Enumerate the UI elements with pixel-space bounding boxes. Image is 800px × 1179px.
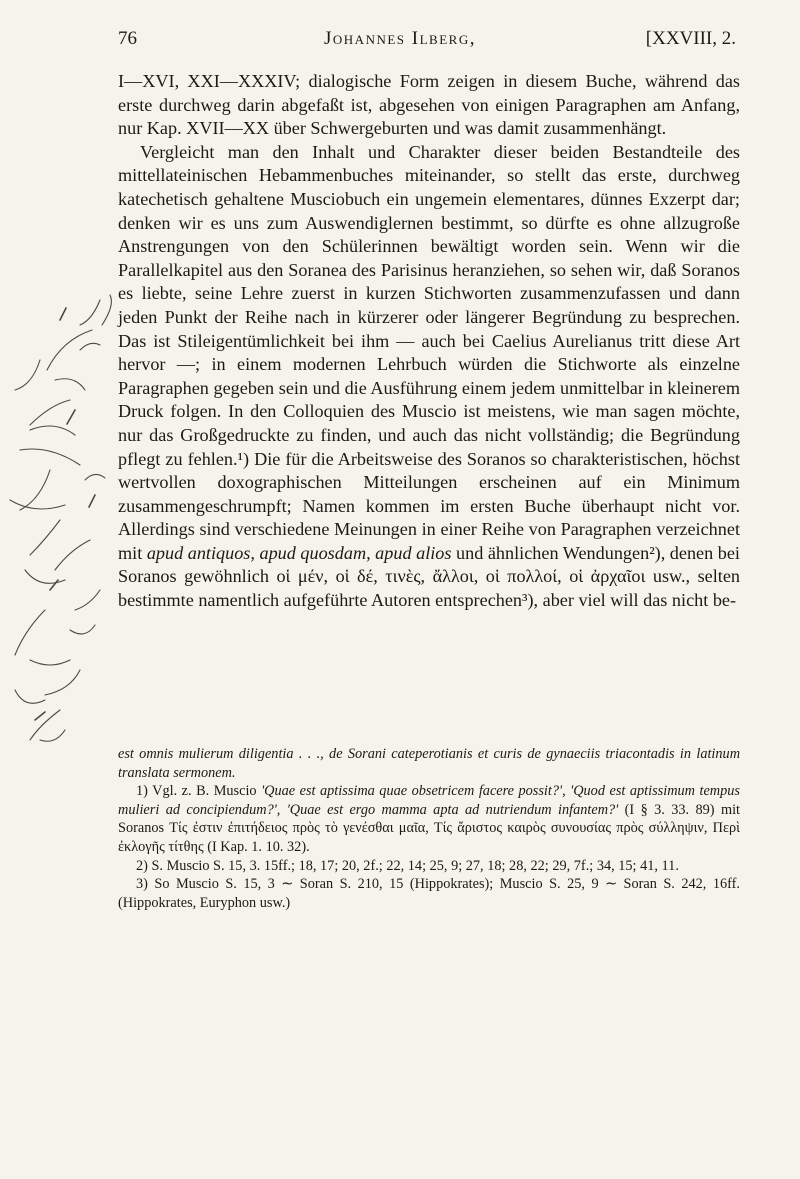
italic-run: apud antiquos, apud quosdam, apud alios xyxy=(146,542,452,563)
quote-continuation xyxy=(118,745,740,782)
body-text xyxy=(118,70,740,613)
text-run: 1) Vgl. z. B. Muscio xyxy=(136,783,257,800)
running-header xyxy=(0,28,800,52)
footnote-3: 3) So Muscio S. 15, 3 ∼ Soran S. 210, 15 (Hippokrates); Muscio S. 25, 9 ∼ Soran S. 242, 16ff. (Hippokrates, Euryphon usw.) xyxy=(118,876,740,911)
pencil-marginalia xyxy=(0,290,135,790)
text-run: und ähnlichen Wendungen²), denen bei Soranos gewöhnlich οἱ μέν, οἱ δέ, τινὲς, ἄλλοι, οἱ πολλοί, οἱ ἀρχαῖοι usw., selten bestimmte namentlich aufgeführte Autoren entsprechen³), aber viel will das nicht be- xyxy=(118,542,740,611)
volume-reference: [XXVIII, 2. xyxy=(645,28,736,49)
italic-run: 'Quae est aptissima quae obsetricem facere possit?', 'Quod est aptissimum tempus mulieri ad concipiendum?', 'Quae est ergo mamma apta ad nutriendum infantem?' xyxy=(118,783,740,818)
italic-run: gynaeciis triacontadis xyxy=(546,746,675,762)
footnote-1 xyxy=(118,782,740,856)
running-title: Johannes Ilberg, xyxy=(324,28,476,49)
italic-run: et curis de xyxy=(477,746,541,762)
text-run: (I § 3. 33. 89) mit Soranos Τίς ἐστιν ἐπιτήδειος πρὸς τὸ γενέσθαι μαῖα, Τίς ἄριστος καιρὸς συνουσίας πρὸς σύλληψιν, Περὶ ἐκλογῆς τίτθης (I Kap. 1. 10. 32). xyxy=(118,801,741,855)
footnote-2: 2) S. Muscio S. 15, 3. 15ff.; 18, 17; 20, 2f.; 22, 14; 25, 9; 27, 18; 28, 22; 29, 7f.; 34, 15; 41, 11. xyxy=(136,857,679,874)
italic-run: in latinum translata sermonem. xyxy=(118,746,741,781)
paragraph: I—XVI, XXI—XXXIV; dialogische Form zeigen in diesem Buche, während das erste durchweg darin abgefaßt ist, abgesehen von einigen Paragraphen am Anfang, nur Kap. XVII—XX über Schwergeburten und was damit zusammenhängt. xyxy=(118,71,740,139)
text-run: Vergleicht man den Inhalt und Charakter dieser beiden Bestandteile des mittellateinischen Hebammenbuches miteinander, so stellt das erste, durchweg katechetisch gehaltene Musciobuch ein ungemein elementares, dünnes Exzerpt dar; denken wir es uns zum Auswendiglernen bestimmt, so dürfte es ohne allzugroße Anstrengungen von den Schülerinnen bewältigt worden sein. Wenn wir die Parallelkapitel aus den Soranea des Parisinus heranziehen, so sehen wir, daß Soranos es liebte, seine Lehre zuerst in kurzen Stichworten zusammenzufassen und dann jeden Punkt der Reihe nach in kürzerer oder längerer Begründung zu besprechen. Das ist Stileigentümlichkeit bei ihm — auch bei Caelius Aurelianus tritt diese Art hervor —; in einem modernen Lehrbuch würden die Stichworte als einzelne Paragraphen gegeben sein und die Ausführung einem jedem unmittelbar in kleinerem Druck folgen. In den Colloquien des Muscio ist meistens, wie man sagen möchte, nur das Großgedruckte zu finden, und auch das nicht vollständig; die Begründung pflegt zu fehlen.¹) Die für die Arbeitsweise des Soranos so charakteristischen, höchst wertvollen doxographischen Mitteilungen erscheinen auf ein Minimum zusammengeschrumpft; Namen kommen im ersten Buche überhaupt nicht vor. Allerdings sind verschiedene Meinungen in einer Reihe von Paragraphen verzeichnet mit xyxy=(118,141,740,563)
small-print xyxy=(118,745,740,912)
italic-run: Sorani cateperotianis xyxy=(347,746,473,762)
paragraph xyxy=(118,141,740,613)
italic-run: est omnis mulierum diligentia . . ., de xyxy=(118,746,343,762)
page-number: 76 xyxy=(118,28,137,49)
